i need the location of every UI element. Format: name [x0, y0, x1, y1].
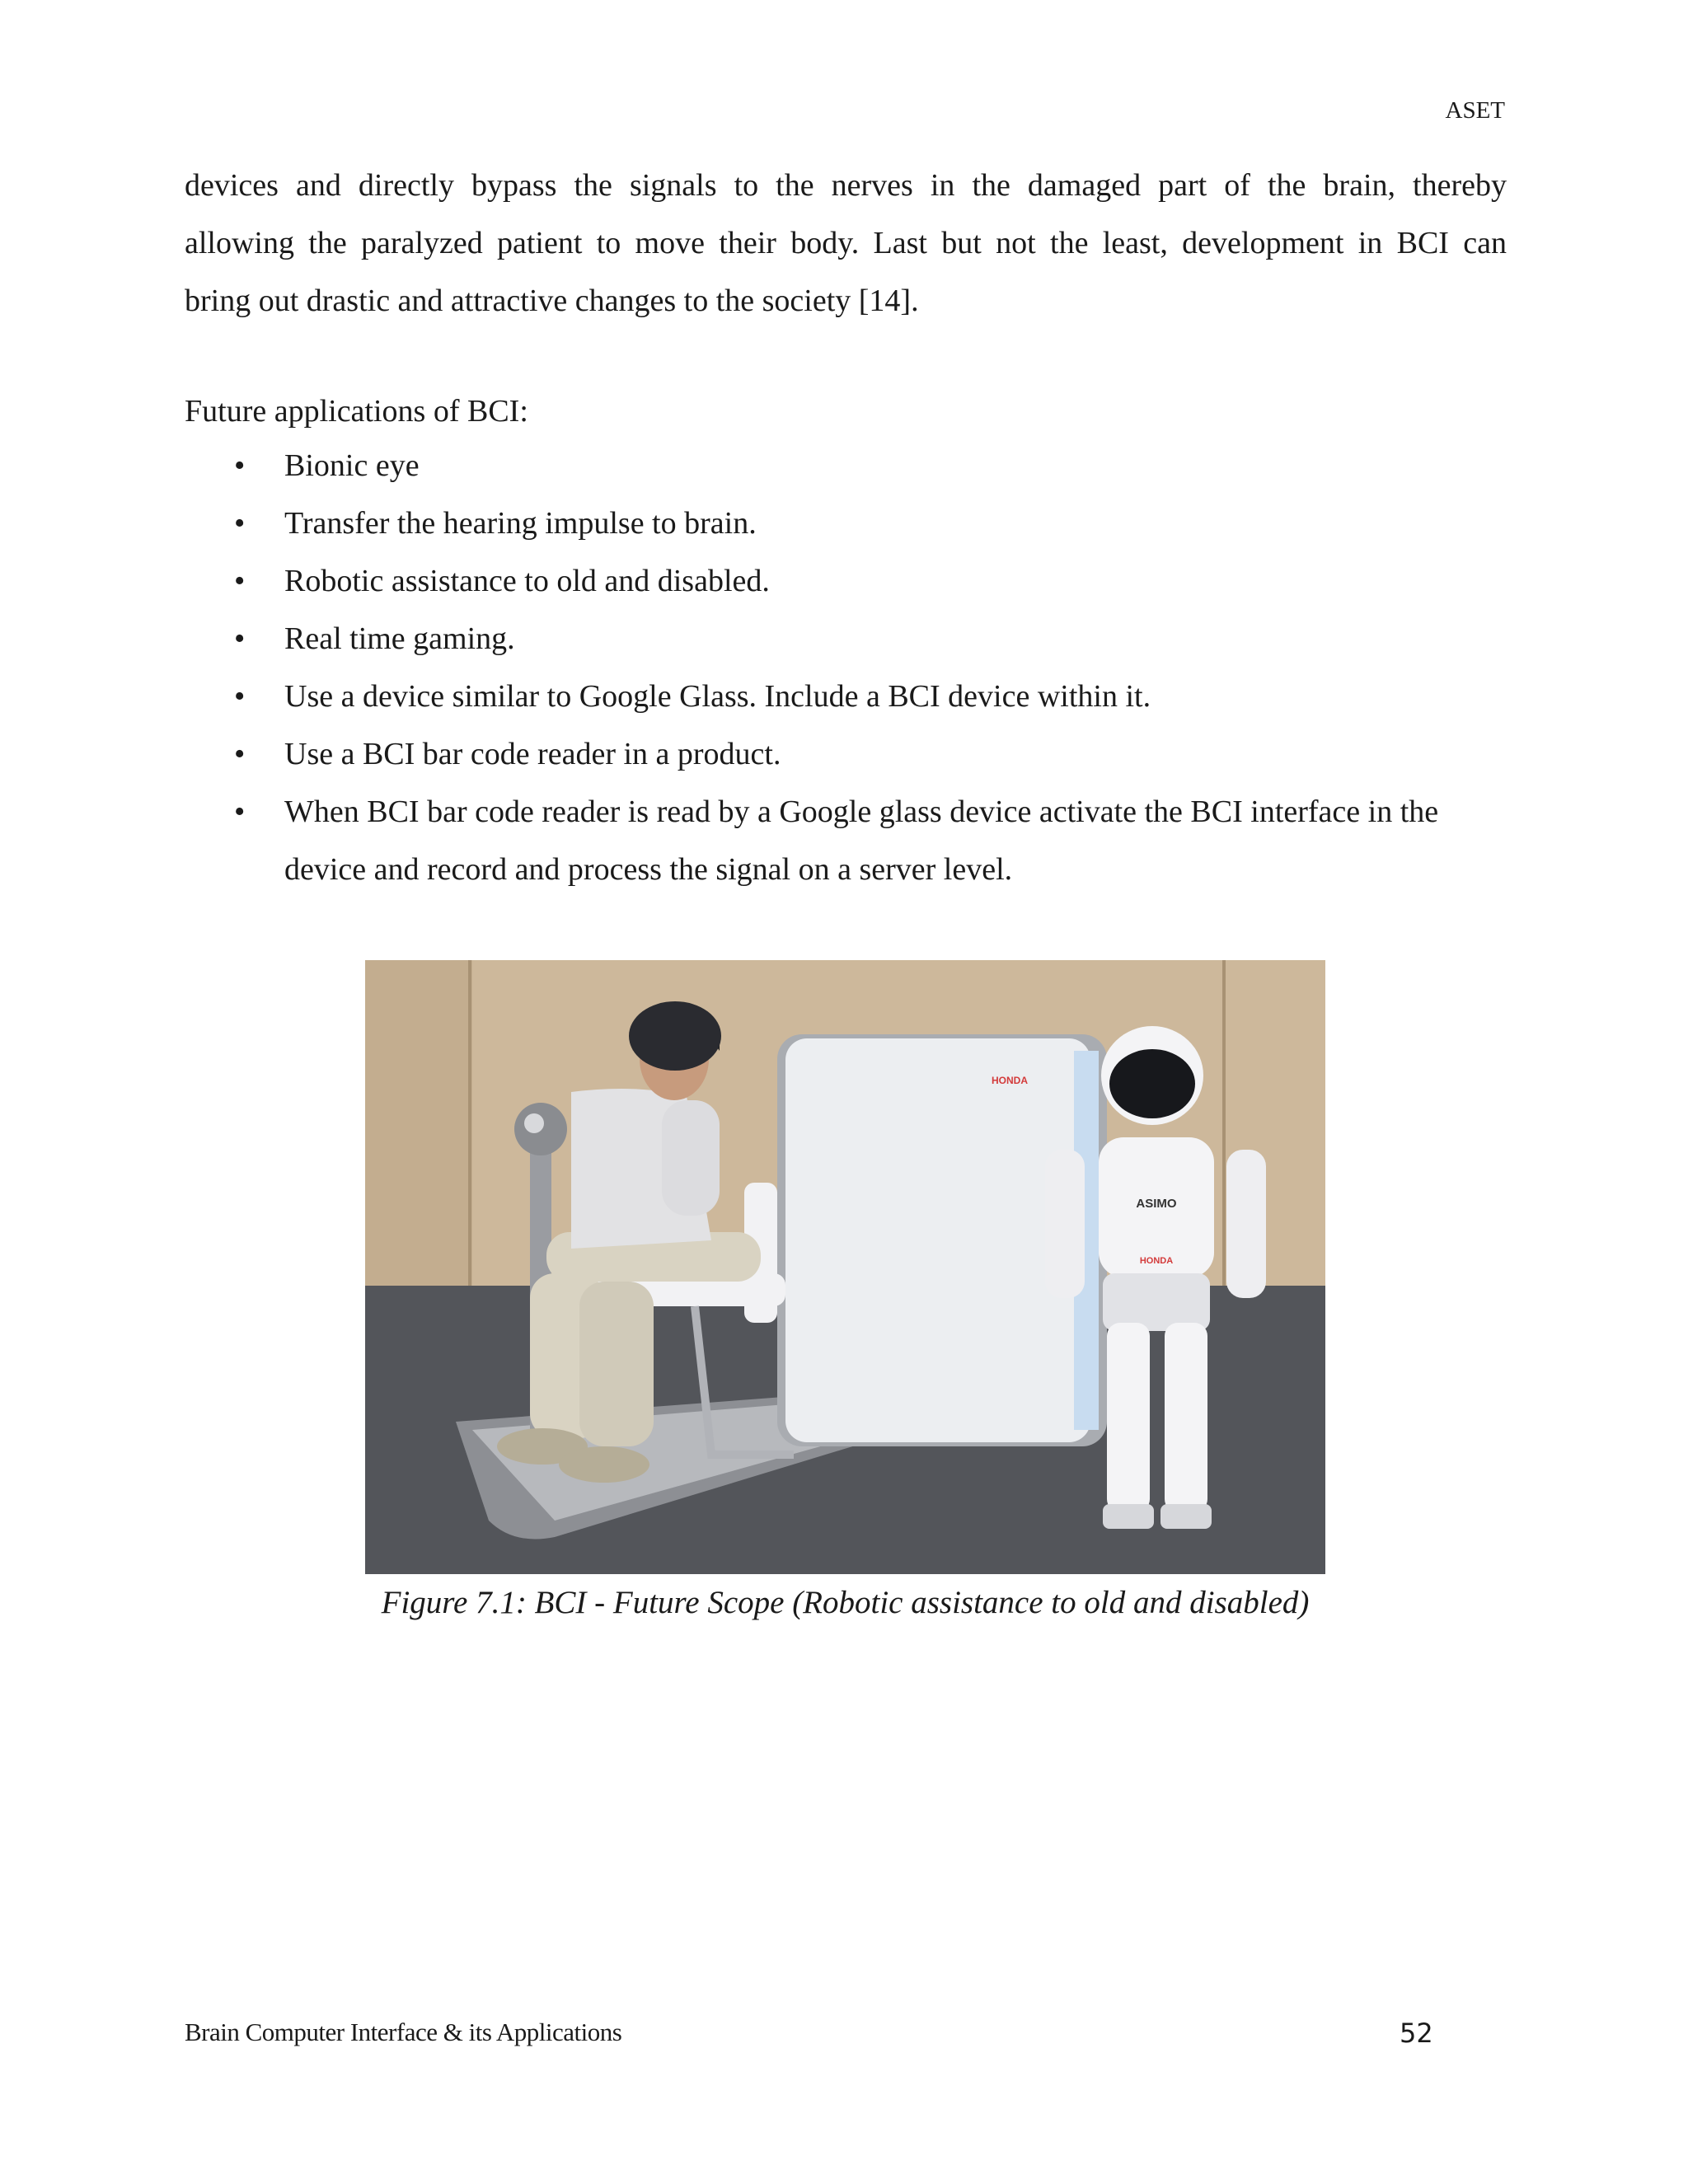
figure-photo — [365, 960, 1325, 1574]
bullet-icon: • — [234, 506, 246, 541]
page-number: 52 — [1400, 2018, 1433, 2049]
paragraph-line: allowing the paralyzed patient to move their body. Last but not the least, development in BCI can — [185, 226, 1507, 260]
list-item — [185, 494, 1507, 552]
bullet-icon: • — [234, 794, 246, 829]
paragraph-line: bring out drastic and attractive changes to the society [14]. — [185, 284, 919, 318]
bullet-icon: • — [234, 564, 246, 598]
device-brand-label: HONDA — [992, 1075, 1028, 1086]
bullet-icon: • — [234, 448, 246, 483]
body-paragraph — [185, 157, 1507, 330]
paragraph-line: devices and directly bypass the signals to the nerves in the damaged part of the brain, thereby — [185, 168, 1507, 203]
footer-title: Brain Computer Interface & its Applications — [185, 2018, 622, 2046]
list-item-text: Use a BCI bar code reader in a product. — [284, 737, 781, 771]
list-item — [185, 783, 1507, 898]
list-item-text: Robotic assistance to old and disabled. — [284, 564, 770, 598]
bullet-icon: • — [234, 621, 246, 656]
page-header-org: ASET — [1445, 97, 1505, 124]
list-item-text: When BCI bar code reader is read by a Google glass device activate the BCI interface in the device and record and process the signal on a server level. — [284, 794, 1439, 887]
list-item — [185, 437, 1507, 494]
robot-name-label: ASIMO — [1136, 1197, 1177, 1211]
list-item-text: Real time gaming. — [284, 621, 515, 656]
bullet-icon: • — [234, 737, 246, 771]
list-item — [185, 552, 1507, 610]
section-intro: Future applications of BCI: — [185, 394, 528, 429]
list-item-text: Use a device similar to Google Glass. Include a BCI device within it. — [284, 679, 1151, 714]
list-item — [185, 725, 1507, 783]
bullet-icon: • — [234, 679, 246, 714]
figure-caption: Figure 7.1: BCI - Future Scope (Robotic assistance to old and disabled) — [381, 1585, 1310, 1620]
list-item-text: Bionic eye — [284, 448, 420, 483]
list-item — [185, 610, 1507, 668]
future-applications-list — [185, 437, 1507, 898]
robot-brand-label: HONDA — [1139, 1256, 1174, 1266]
list-item-text: Transfer the hearing impulse to brain. — [284, 506, 757, 541]
list-item — [185, 668, 1507, 725]
